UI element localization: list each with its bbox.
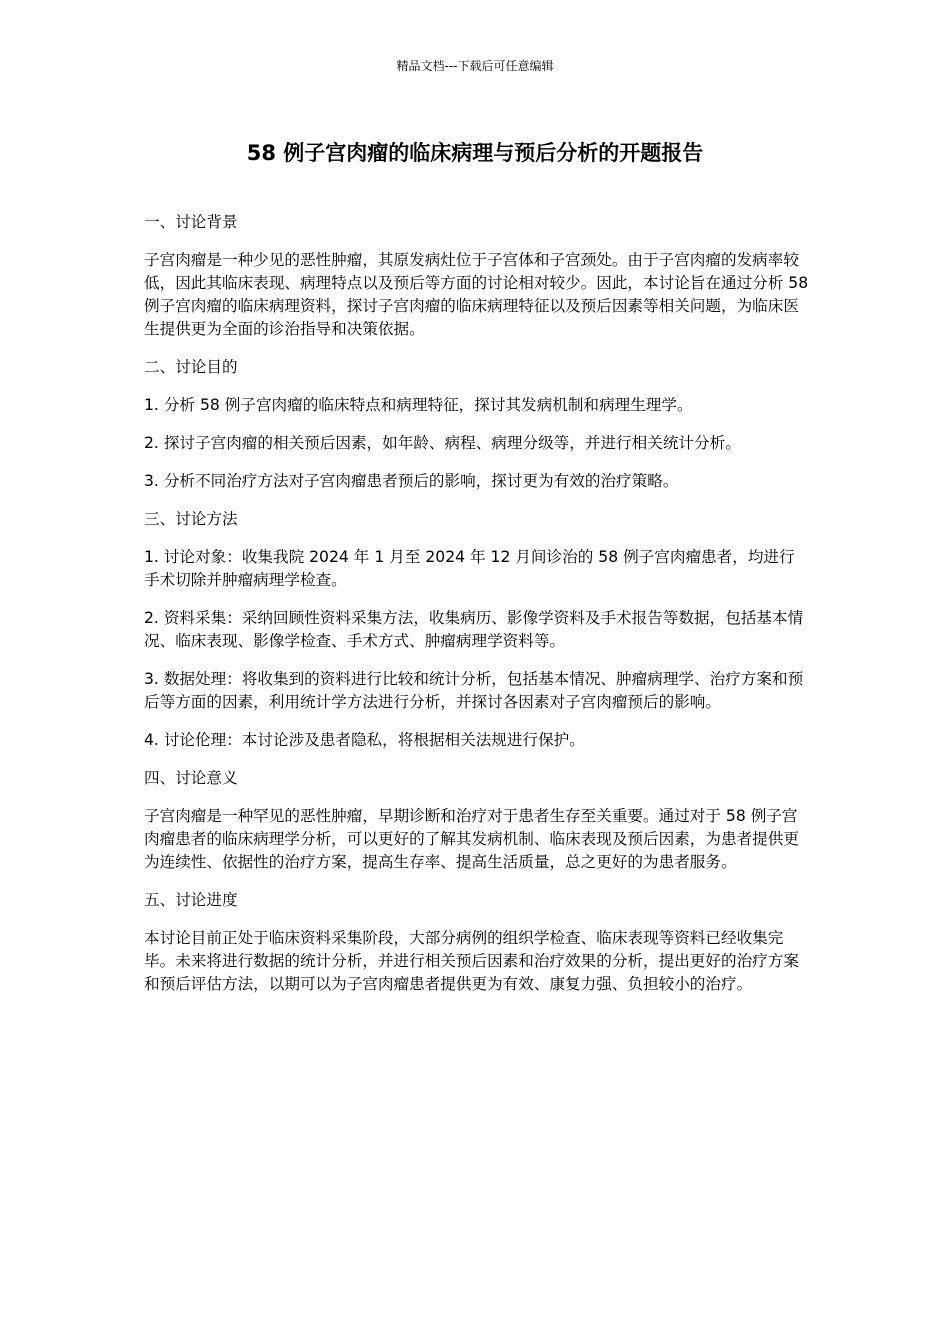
document-title: 58 例子宫肉瘤的临床病理与预后分析的开题报告 [246, 141, 704, 165]
purpose-item-3: 3. 分析不同治疗方法对子宫肉瘤患者预后的影响，探讨更为有效的治疗策略。 [144, 472, 679, 490]
background-paragraph: 子宫肉瘤是一种少见的恶性肿瘤，其原发病灶位于子宫体和子宫颈处。由于子宫肉瘤的发病率较低，因此其临床表现、病理特点以及预后等方面的讨论相对较少。因此，本讨论旨在通过分析 58 例子宫肉瘤的临床病理资料，探讨子宫肉瘤的临床病理特征以及预后因素等相关问题，为临床医生提供更为全面的诊治指导和决策依据。 [144, 251, 809, 338]
document-body [144, 211, 810, 1011]
significance-paragraph: 子宫肉瘤是一种罕见的恶性肿瘤，早期诊断和治疗对于患者生存至关重要。通过对于 58 例子宫肉瘤患者的临床病理学分析，可以更好的了解其发病机制、临床表现及预后因素，为患者提供更为连续性、依据性的治疗方案，提高生存率、提高生活质量，总之更好的为患者服务。 [144, 807, 799, 871]
section-heading-background: 一、讨论背景 [144, 213, 238, 231]
method-item-1: 1. 讨论对象：收集我院 2024 年 1 月至 2024 年 12 月间诊治的 58 例子宫肉瘤患者，均进行手术切除并肿瘤病理学检查。 [144, 548, 795, 589]
purpose-item-1: 1. 分析 58 例子宫肉瘤的临床特点和病理特征，探讨其发病机制和病理生理学。 [144, 396, 693, 414]
section-heading-method: 三、讨论方法 [144, 510, 238, 528]
progress-paragraph: 本讨论目前正处于临床资料采集阶段，大部分病例的组织学检查、临床表现等资料已经收集完毕。未来将进行数据的统计分析，并进行相关预后因素和治疗效果的分析，提出更好的治疗方案和预后评估方法，以期可以为子宫肉瘤患者提供更为有效、康复力强、负担较小的治疗。 [144, 929, 799, 993]
method-item-2: 2. 资料采集：采纳回顾性资料采集方法，收集病历、影像学资料及手术报告等数据，包括基本情况、临床表现、影像学检查、手术方式、肿瘤病理学资料等。 [144, 609, 804, 650]
section-heading-purpose: 二、讨论目的 [144, 358, 238, 376]
method-item-3: 3. 数据处理：将收集到的资料进行比较和统计分析，包括基本情况、肿瘤病理学、治疗方案和预后等方面的因素，利用统计学方法进行分析，并探讨各因素对子宫肉瘤预后的影响。 [144, 670, 804, 711]
section-heading-progress: 五、讨论进度 [144, 891, 238, 909]
page-header: 精品文档---下载后可任意编辑 [396, 59, 554, 73]
purpose-item-2: 2. 探讨子宫肉瘤的相关预后因素，如年龄、病程、病理分级等，并进行相关统计分析。 [144, 434, 741, 452]
section-heading-significance: 四、讨论意义 [144, 769, 238, 787]
method-item-4: 4. 讨论伦理：本讨论涉及患者隐私，将根据相关法规进行保护。 [144, 731, 585, 749]
